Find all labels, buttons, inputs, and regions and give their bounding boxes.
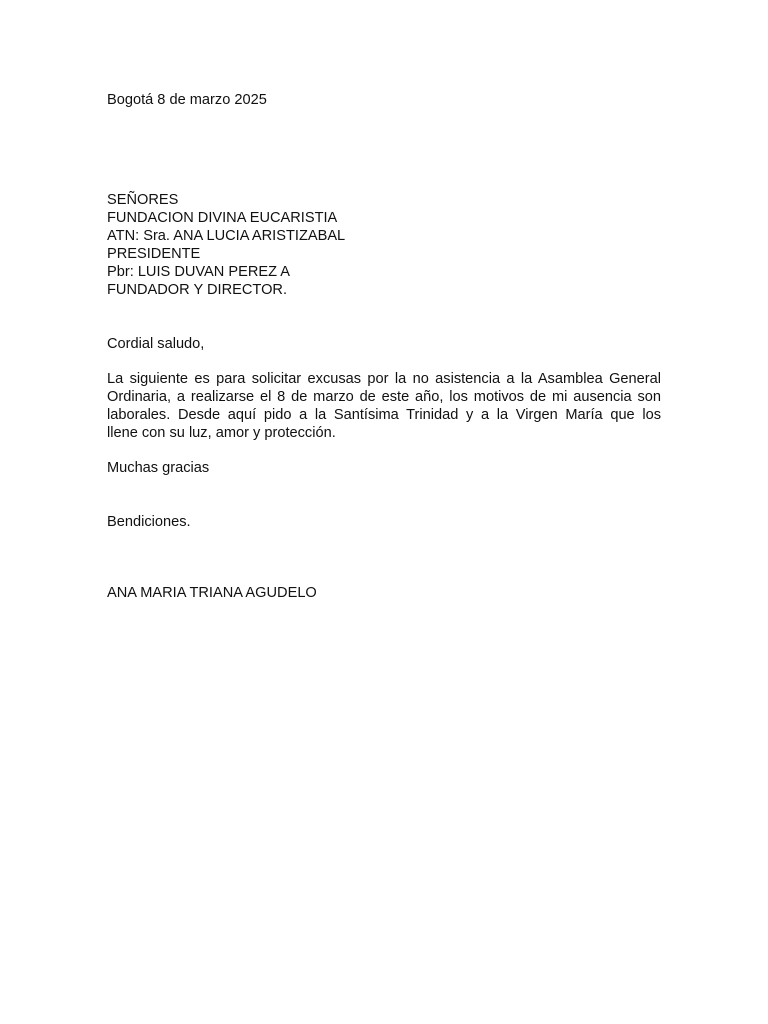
recipient-line-priest: Pbr: LUIS DUVAN PEREZ A [107, 264, 291, 280]
recipient-line-role: FUNDADOR Y DIRECTOR. [107, 282, 288, 298]
closing-thanks [107, 459, 661, 477]
letter-date [107, 91, 661, 109]
thanks-text: Muchas gracias [107, 460, 210, 476]
recipient-block [107, 191, 661, 299]
body-line: La siguiente es para solicitar excusas por la no asistencia a la Asamblea General [107, 371, 661, 387]
body-line: Ordinaria, a realizarse el 8 de marzo de este año, los motivos de mi ausencia son [107, 389, 661, 405]
body-line: laborales. Desde aquí pido a la Santísima Trinidad y a la Virgen María que los [107, 407, 661, 423]
recipient-line-attention: ATN: Sra. ANA LUCIA ARISTIZABAL [107, 228, 346, 244]
greeting [107, 335, 661, 353]
signature-text: ANA MARIA TRIANA AGUDELO [107, 585, 317, 601]
date-text: Bogotá 8 de marzo 2025 [107, 92, 267, 108]
signature-name [107, 584, 661, 602]
closing-blessing [107, 513, 661, 531]
body-line: llene con su luz, amor y protección. [107, 425, 336, 441]
recipient-line-organization: FUNDACION DIVINA EUCARISTIA [107, 210, 338, 226]
greeting-text: Cordial saludo, [107, 336, 205, 352]
blessing-text: Bendiciones. [107, 514, 191, 530]
letter-body [107, 370, 661, 442]
recipient-line-title: PRESIDENTE [107, 246, 201, 262]
recipient-line-salutation: SEÑORES [107, 192, 179, 208]
